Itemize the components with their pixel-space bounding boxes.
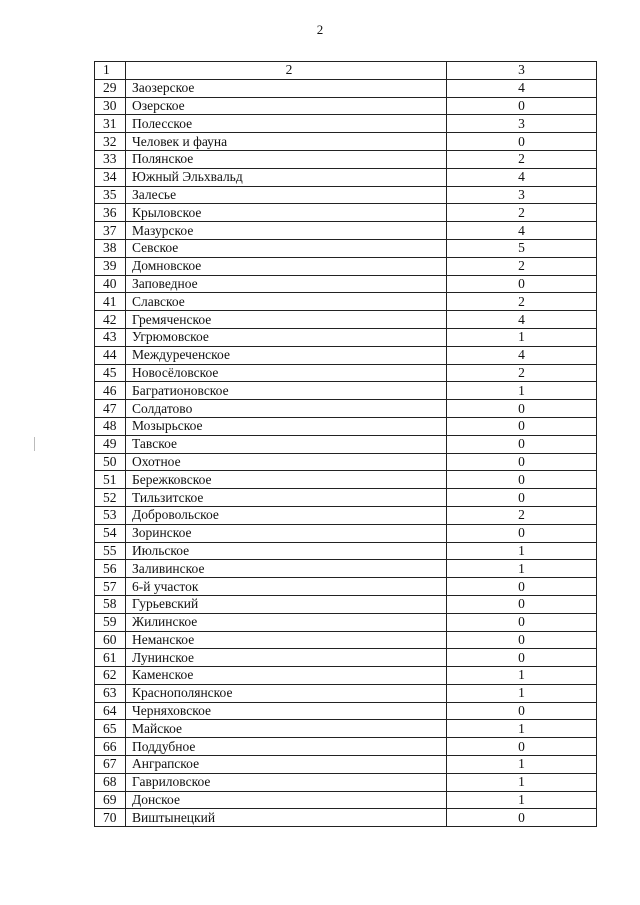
row-number: 55 [95,542,126,560]
area-name: Гремяченское [126,311,447,329]
count-value: 2 [447,204,597,222]
row-number: 68 [95,773,126,791]
area-name: Гавриловское [126,773,447,791]
row-number: 52 [95,489,126,507]
table-row [95,382,597,400]
scan-mark [34,437,35,451]
row-number: 47 [95,400,126,418]
row-number: 44 [95,346,126,364]
count-value: 0 [447,809,597,827]
table-row [95,702,597,720]
area-name: Анграпское [126,756,447,774]
row-number: 36 [95,204,126,222]
table-row [95,471,597,489]
table-row [95,417,597,435]
count-value: 1 [447,684,597,702]
table-row [95,186,597,204]
count-value: 4 [447,222,597,240]
table-row [95,275,597,293]
row-number: 58 [95,595,126,613]
table-row [95,435,597,453]
count-value: 0 [447,524,597,542]
table-row [95,346,597,364]
row-number: 66 [95,738,126,756]
area-name: Заливинское [126,560,447,578]
row-number: 45 [95,364,126,382]
table-row [95,239,597,257]
count-value: 0 [447,702,597,720]
count-value: 0 [447,631,597,649]
count-value: 0 [447,471,597,489]
row-number: 70 [95,809,126,827]
area-name: Мазурское [126,222,447,240]
row-number: 32 [95,133,126,151]
area-name: Багратионовское [126,382,447,400]
count-value: 0 [447,595,597,613]
table-row [95,150,597,168]
row-number: 63 [95,684,126,702]
count-value: 1 [447,773,597,791]
count-value: 0 [447,133,597,151]
table-row [95,489,597,507]
row-number: 34 [95,168,126,186]
area-name: Жилинское [126,613,447,631]
area-name: Майское [126,720,447,738]
area-name: Лунинское [126,649,447,667]
count-value: 0 [447,435,597,453]
count-value: 0 [447,649,597,667]
table-row [95,560,597,578]
table-row [95,595,597,613]
table-row [95,809,597,827]
row-number: 59 [95,613,126,631]
area-name: Севское [126,239,447,257]
area-name: Полянское [126,150,447,168]
table-row [95,79,597,97]
table-row [95,222,597,240]
count-value: 1 [447,328,597,346]
row-number: 60 [95,631,126,649]
table-row [95,578,597,596]
table-row [95,649,597,667]
area-name: Домновское [126,257,447,275]
count-value: 1 [447,382,597,400]
count-value: 2 [447,364,597,382]
table-row [95,311,597,329]
row-number: 61 [95,649,126,667]
area-name: Неманское [126,631,447,649]
row-number: 67 [95,756,126,774]
area-name: Донское [126,791,447,809]
area-name: Заозерское [126,79,447,97]
area-name: Крыловское [126,204,447,222]
area-name: Каменское [126,667,447,685]
row-number: 38 [95,239,126,257]
table-row [95,756,597,774]
area-name: Бережковское [126,471,447,489]
area-name: Тильзитское [126,489,447,507]
row-number: 57 [95,578,126,596]
table-row [95,97,597,115]
row-number: 46 [95,382,126,400]
area-name: Человек и фауна [126,133,447,151]
count-value: 5 [447,239,597,257]
table-row [95,400,597,418]
table-row [95,133,597,151]
table-row [95,684,597,702]
area-name: Угрюмовское [126,328,447,346]
row-number: 56 [95,560,126,578]
table-header-row [95,62,597,80]
count-value: 1 [447,560,597,578]
count-value: 4 [447,79,597,97]
area-name: Краснополянское [126,684,447,702]
count-value: 0 [447,489,597,507]
area-name: Поддубное [126,738,447,756]
row-number: 65 [95,720,126,738]
count-value: 2 [447,150,597,168]
area-name: Славское [126,293,447,311]
row-number: 33 [95,150,126,168]
row-number: 64 [95,702,126,720]
row-number: 50 [95,453,126,471]
table-body [95,79,597,826]
row-number: 37 [95,222,126,240]
count-value: 0 [447,275,597,293]
count-value: 0 [447,613,597,631]
area-name: Полесское [126,115,447,133]
table-row [95,773,597,791]
count-value: 0 [447,97,597,115]
table-row [95,631,597,649]
count-value: 3 [447,186,597,204]
table-row [95,168,597,186]
area-name: Тавское [126,435,447,453]
area-name: Охотное [126,453,447,471]
area-name: Междуреченское [126,346,447,364]
count-value: 1 [447,667,597,685]
table-row [95,115,597,133]
row-number: 35 [95,186,126,204]
count-value: 0 [447,400,597,418]
table-row [95,257,597,275]
area-name: Заповедное [126,275,447,293]
data-table [94,61,597,827]
table-row [95,293,597,311]
row-number: 41 [95,293,126,311]
table-row [95,667,597,685]
page-number: 2 [316,22,324,37]
count-value: 0 [447,453,597,471]
table-row [95,204,597,222]
area-name: Южный Эльхвальд [126,168,447,186]
row-number: 51 [95,471,126,489]
count-value: 0 [447,417,597,435]
count-value: 4 [447,311,597,329]
row-number: 69 [95,791,126,809]
count-value: 2 [447,506,597,524]
count-value: 1 [447,720,597,738]
count-value: 0 [447,578,597,596]
row-number: 53 [95,506,126,524]
column-header-1: 1 [95,62,126,80]
table-row [95,506,597,524]
area-name: Новосёловское [126,364,447,382]
table-row [95,364,597,382]
row-number: 40 [95,275,126,293]
area-name: Виштынецкий [126,809,447,827]
row-number: 30 [95,97,126,115]
count-value: 3 [447,115,597,133]
count-value: 4 [447,346,597,364]
table-row [95,720,597,738]
row-number: 29 [95,79,126,97]
area-name: Гурьевский [126,595,447,613]
count-value: 1 [447,791,597,809]
area-name: 6-й участок [126,578,447,596]
row-number: 48 [95,417,126,435]
column-header-2: 2 [126,62,447,80]
row-number: 42 [95,311,126,329]
table-row [95,328,597,346]
area-name: Солдатово [126,400,447,418]
area-name: Залесье [126,186,447,204]
table-row [95,542,597,560]
count-value: 0 [447,738,597,756]
area-name: Озерское [126,97,447,115]
count-value: 2 [447,293,597,311]
area-name: Июльское [126,542,447,560]
count-value: 1 [447,756,597,774]
count-value: 4 [447,168,597,186]
count-value: 1 [447,542,597,560]
table-row [95,524,597,542]
table-row [95,738,597,756]
row-number: 62 [95,667,126,685]
row-number: 54 [95,524,126,542]
area-name: Добровольское [126,506,447,524]
row-number: 43 [95,328,126,346]
row-number: 31 [95,115,126,133]
table-row [95,453,597,471]
area-name: Зоринское [126,524,447,542]
area-name: Мозырьское [126,417,447,435]
table-row [95,791,597,809]
row-number: 39 [95,257,126,275]
row-number: 49 [95,435,126,453]
count-value: 2 [447,257,597,275]
column-header-3: 3 [447,62,597,80]
area-name: Черняховское [126,702,447,720]
table-row [95,613,597,631]
